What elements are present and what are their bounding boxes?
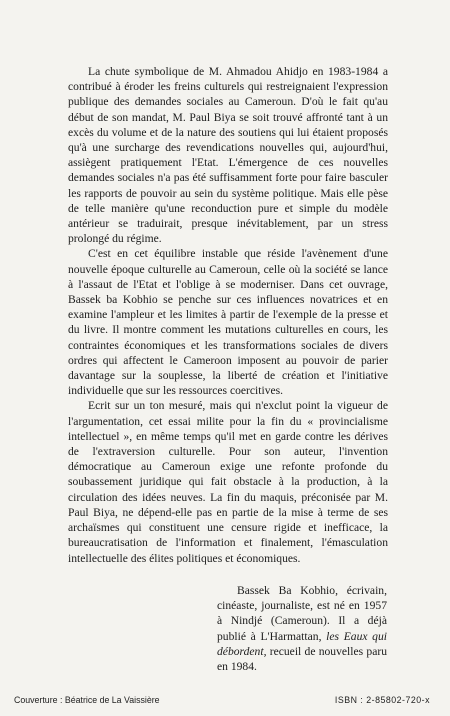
author-bio-paragraph [217,583,387,674]
author-bio [217,583,387,674]
footer [14,695,430,705]
book-title: les Eaux qui débordent, [217,629,387,658]
blurb-paragraph-3: Ecrit sur un ton mesuré, mais qui n'exclut point la vigueur de l'argumentation, cet essai milite pour la fin du « provincialisme intellectuel », en même temps qu'il met en garde contre les dérives de l'extraversion culturelle. Pour son auteur, l'invention démocratique au Cameroun exige une refonte profonde du soubassement juridique qui fait obstacle à la production, à la circulation des idées neuves. La fin du maquis, préconisée par M. Paul Biya, ne dépend-elle pas en partie de la mise à terme de ses archaïsmes qui constituent une censure rigide et inefficace, la bureaucratisation de l'information et finalement, l'émasculation intellectuelle des élites politiques et économiques. [68,399,388,565]
blurb-paragraph-1: La chute symbolique de M. Ahmadou Ahidjo en 1983-1984 a contribué à éroder les freins culturels qui restreignaient l'expression publique des demandes sociales au Cameroun. D'où le fait qu'au début de son mandat, M. Paul Biya se soit trouvé affronté tant à un excès du volume et de la nature des soutiens qui lui étaient proposés qu'à une surcharge des revendications nouvelles qui, aujourd'hui, assiègent pratiquement l'Etat. L'émergence de ces nouvelles demandes sociales n'a pas été suffisamment forte pour faire basculer les rapports de pouvoir au sein du système politique. Mais elle pèse de telle manière qu'une reconduction pure et simple du modèle antérieur se traduirait, presque inévitablement, par un stress prolongé du régime. [68,65,388,246]
isbn: ISBN : 2-85802-720-x [334,695,430,705]
blurb [68,64,388,566]
author-bio-text: Bassek Ba Kobhio, écrivain, cinéaste, journaliste, est né en 1957 à Nindjé (Cameroun). Il a déjà publié à L'Harmattan, [217,584,387,643]
author-bio-text-end: recueil de nouvelles paru en 1984. [217,644,387,674]
cover-credit: Couverture : Béatrice de La Vaissière [14,695,160,705]
blurb-paragraph-2: C'est en cet équilibre instable que réside l'avènement d'une nouvelle époque culturelle au Cameroun, celle où la société se lance à l'assaut de l'Etat et l'oblige à se moderniser. Dans cet ouvrage, Bassek ba Kobhio se penche sur ces influences novatrices et en examine l'ampleur et les limites à partir de l'exemple de la presse et du livre. Il montre comment les mutations culturelles en cours, les contraintes économiques et les transformations sociales de divers ordres qui affectent le Cameroon imposent au pouvoir de parier davantage sur la souplesse, la liberté de création et l'initiative individuelle que sur les ressources coercitives. [68,247,388,398]
